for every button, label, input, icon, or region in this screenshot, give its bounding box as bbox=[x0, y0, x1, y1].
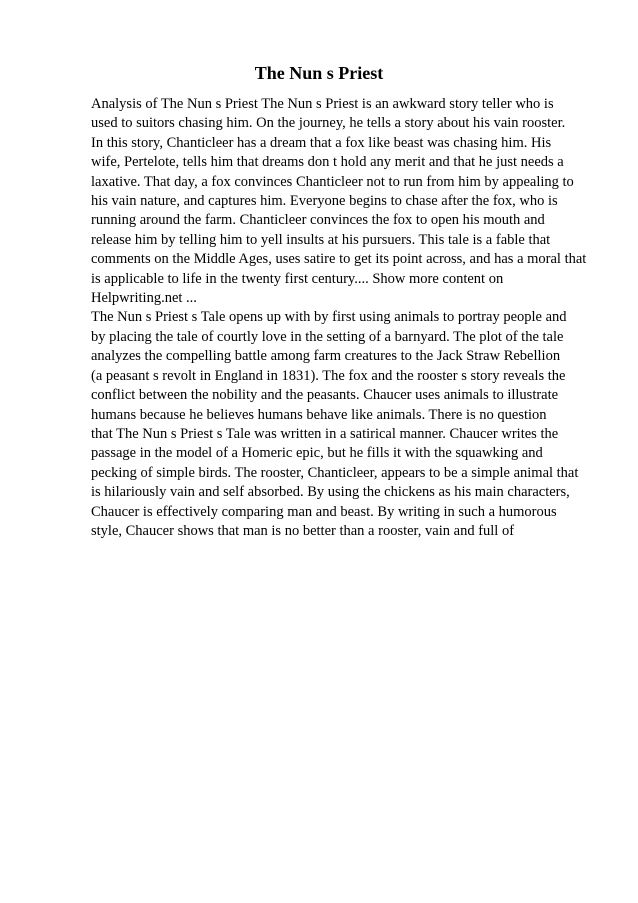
text-line: his vain nature, and captures him. Everyone begins to chase after the fox, who is bbox=[91, 193, 558, 210]
text-line: is hilariously vain and self absorbed. By using the chickens as his main characters, bbox=[91, 484, 570, 501]
text-line: that The Nun s Priest s Tale was written in a satirical manner. Chaucer writes the bbox=[91, 425, 559, 442]
text-line: (a peasant s revolt in England in 1831). The fox and the rooster s story reveals the bbox=[91, 367, 566, 384]
text-line: Helpwriting.net ... bbox=[91, 290, 197, 307]
text-line: In this story, Chanticleer has a dream that a fox like beast was chasing him. His bbox=[91, 134, 552, 151]
text-line: analyzes the compelling battle among farm creatures to the Jack Straw Rebellion bbox=[91, 348, 561, 365]
document-body bbox=[91, 95, 611, 541]
text-line: laxative. That day, a fox convinces Chanticleer not to run from him by appealing to bbox=[91, 173, 574, 190]
text-line: style, Chaucer shows that man is no better than a rooster, vain and full of bbox=[91, 522, 515, 539]
text-line: by placing the tale of courtly love in the setting of a barnyard. The plot of the tale bbox=[91, 328, 564, 345]
text-line: conflict between the nobility and the peasants. Chaucer uses animals to illustrate bbox=[91, 387, 559, 404]
document-title: The Nun s Priest bbox=[254, 63, 384, 83]
text-line: The Nun s Priest s Tale opens up with by first using animals to portray people and bbox=[91, 309, 567, 326]
text-line: release him by telling him to yell insults at his pursuers. This tale is a fable that bbox=[91, 231, 551, 248]
text-line: passage in the model of a Homeric epic, but he fills it with the squawking and bbox=[91, 445, 543, 462]
text-line: wife, Pertelote, tells him that dreams don t hold any merit and that he just needs a bbox=[91, 154, 564, 171]
text-line: comments on the Middle Ages, uses satire to get its point across, and has a moral that bbox=[91, 251, 587, 268]
text-line: Chaucer is effectively comparing man and beast. By writing in such a humorous bbox=[91, 503, 557, 520]
text-line: running around the farm. Chanticleer convinces the fox to open his mouth and bbox=[91, 212, 545, 229]
text-line: humans because he believes humans behave like animals. There is no question bbox=[91, 406, 547, 423]
text-line: used to suitors chasing him. On the journey, he tells a story about his vain rooster. bbox=[91, 115, 566, 132]
text-line: pecking of simple birds. The rooster, Chanticleer, appears to be a simple animal that bbox=[91, 464, 579, 481]
text-line: is applicable to life in the twenty first century.... Show more content on bbox=[91, 270, 504, 287]
text-line: Analysis of The Nun s Priest The Nun s Priest is an awkward story teller who is bbox=[91, 96, 554, 112]
